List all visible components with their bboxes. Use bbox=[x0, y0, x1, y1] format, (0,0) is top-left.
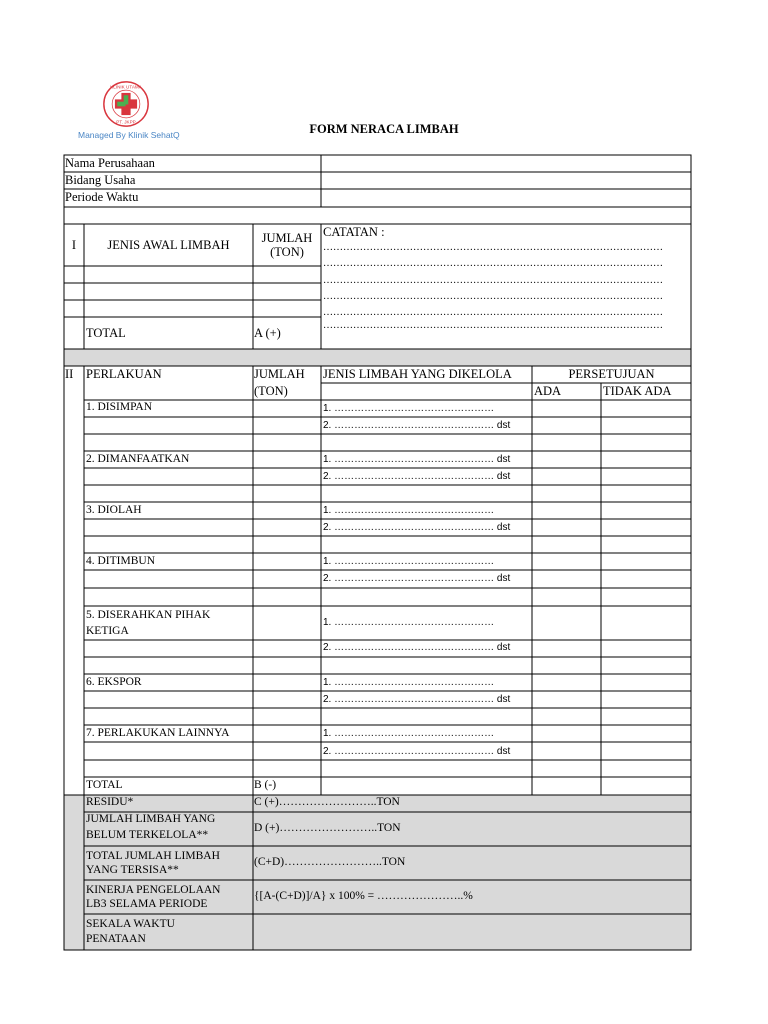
header-persetujuan: PERSETUJUAN bbox=[568, 367, 655, 381]
section2-total-label: TOTAL bbox=[86, 779, 123, 791]
catatan-line: ………………………………………………………………………………………… bbox=[323, 242, 663, 253]
catatan-label: CATATAN : bbox=[323, 225, 385, 239]
header-jenis-limbah-dikelola: JENIS LIMBAH YANG DIKELOLA bbox=[323, 367, 512, 381]
header-ton: (TON) bbox=[270, 245, 304, 259]
item-line: 2. ………………………………………… dst bbox=[323, 420, 511, 431]
item-line: 1. ………………………………………… dst bbox=[323, 454, 511, 465]
item-line: 1. ………………………………………… bbox=[323, 728, 495, 739]
summary-label: TOTAL JUMLAH LIMBAH bbox=[86, 850, 220, 862]
header-ton-2: (TON) bbox=[254, 384, 288, 398]
item-label: 2. DIMANFAATKAN bbox=[86, 453, 190, 465]
summary-label: KINERJA PENGELOLAAN bbox=[86, 884, 221, 896]
header-tidak-ada: TIDAK ADA bbox=[603, 384, 672, 398]
seal-ring-text: KLINIK UTAMA bbox=[110, 84, 142, 90]
catatan-line: ………………………………………………………………………………………… bbox=[323, 307, 663, 318]
item-label: 4. DITIMBUN bbox=[86, 555, 155, 567]
item-label: 5. DISERAHKAN PIHAK bbox=[86, 609, 211, 621]
item-line: 2. ………………………………………… dst bbox=[323, 642, 511, 653]
item-label: 6. EKSPOR bbox=[86, 676, 142, 688]
summary-label: LB3 SELAMA PERIODE bbox=[86, 898, 208, 910]
catatan-line: ………………………………………………………………………………………… bbox=[323, 258, 663, 269]
item-line: 2. ………………………………………… dst bbox=[323, 471, 511, 482]
item-line: 2. ………………………………………… dst bbox=[323, 746, 511, 757]
section2-number: II bbox=[65, 367, 74, 381]
item-line: 1. ………………………………………… bbox=[323, 556, 495, 567]
item-line: 1. ………………………………………… bbox=[323, 505, 495, 516]
summary-label: SEKALA WAKTU bbox=[86, 918, 175, 930]
summary-label: YANG TERSISA** bbox=[86, 864, 179, 876]
header-perlakuan: PERLAKUAN bbox=[86, 367, 162, 381]
section1-total-value: A (+) bbox=[254, 326, 281, 340]
summary-value: (C+D)……………………..TON bbox=[254, 856, 406, 868]
header-jenis-awal-limbah: JENIS AWAL LIMBAH bbox=[107, 238, 230, 252]
label-periode-waktu: Periode Waktu bbox=[65, 190, 139, 204]
summary-label: BELUM TERKELOLA** bbox=[86, 829, 209, 841]
summary-value: D (+)……………………..TON bbox=[254, 822, 401, 834]
label-bidang-usaha: Bidang Usaha bbox=[65, 173, 136, 187]
label-nama-perusahaan: Nama Perusahaan bbox=[65, 156, 155, 170]
section2-total-value: B (-) bbox=[254, 779, 277, 791]
header-jumlah-2: JUMLAH bbox=[254, 367, 305, 381]
seal-sub-text: PT. JKPP bbox=[116, 119, 136, 125]
form-title: FORM NERACA LIMBAH bbox=[309, 122, 459, 136]
item-line: 1. ………………………………………… bbox=[323, 403, 495, 414]
summary-value: {[A-(C+D)]/A} x 100% = …………………..% bbox=[254, 890, 473, 902]
section1-total-label: TOTAL bbox=[86, 326, 126, 340]
catatan-line: ………………………………………………………………………………………… bbox=[323, 320, 663, 331]
summary-value: C (+)……………………..TON bbox=[254, 796, 400, 808]
item-label: 7. PERLAKUKAN LAINNYA bbox=[86, 727, 230, 739]
header-jumlah: JUMLAH bbox=[261, 231, 313, 245]
item-line: 2. ………………………………………… dst bbox=[323, 522, 511, 533]
catatan-line: ………………………………………………………………………………………… bbox=[323, 275, 663, 286]
summary-label: PENATAAN bbox=[86, 933, 146, 945]
summary-label: JUMLAH LIMBAH YANG bbox=[86, 813, 216, 825]
item-line: 1. ………………………………………… bbox=[323, 677, 495, 688]
catatan-line: ………………………………………………………………………………………… bbox=[323, 291, 663, 302]
item-label: 3. DIOLAH bbox=[86, 504, 142, 516]
header-ada: ADA bbox=[534, 384, 562, 398]
item-line: 2. ………………………………………… dst bbox=[323, 694, 511, 705]
summary-label: RESIDU* bbox=[86, 796, 134, 808]
section1-number: I bbox=[71, 238, 77, 252]
item-line: 2. ………………………………………… dst bbox=[323, 573, 511, 584]
item-line: 1. ………………………………………… bbox=[323, 617, 495, 628]
item-label: 1. DISIMPAN bbox=[86, 401, 153, 413]
item-label: KETIGA bbox=[86, 625, 129, 637]
logo-caption: Managed By Klinik SehatQ bbox=[78, 130, 180, 140]
